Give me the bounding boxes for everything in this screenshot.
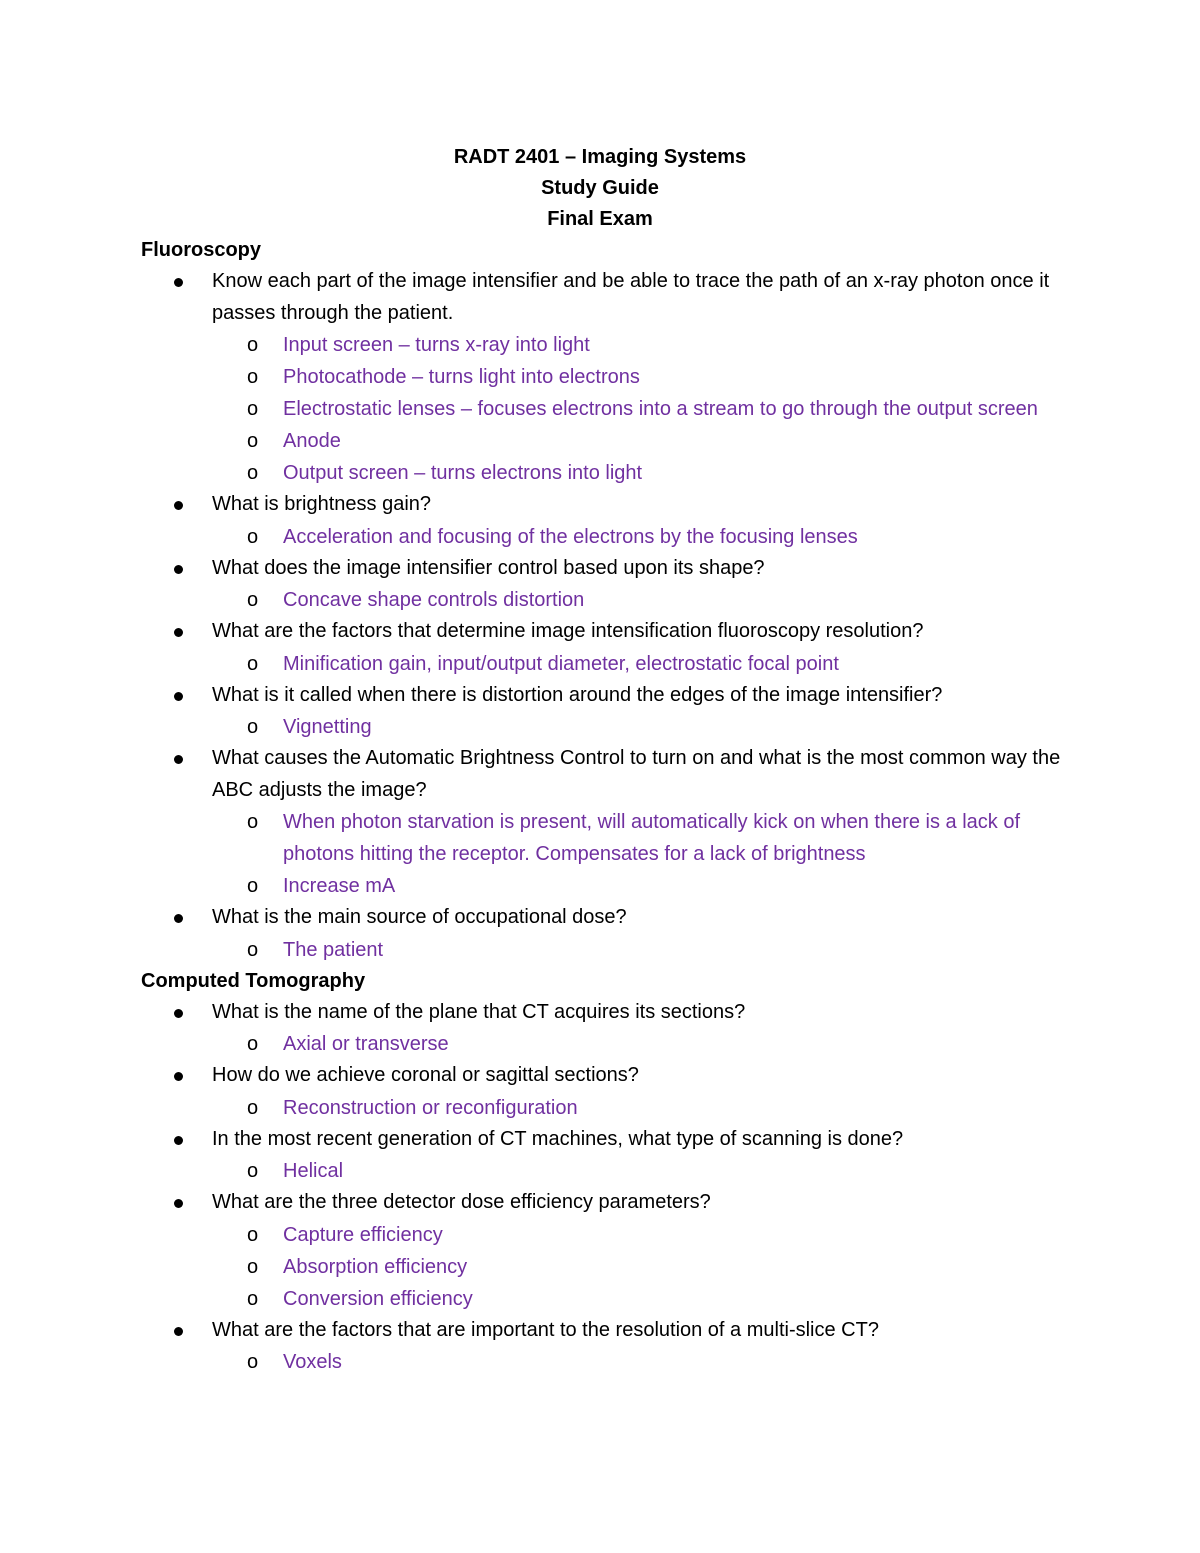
circle-bullet-icon: o — [247, 334, 259, 356]
question-item — [141, 1060, 1061, 1124]
answer-text: Electrostatic lenses – focuses electrons into a stream to go through the output screen — [283, 398, 1038, 420]
circle-bullet-icon: o — [247, 525, 259, 548]
answer-list — [212, 1092, 1061, 1124]
bullet-icon — [174, 565, 183, 574]
question-item — [141, 553, 1061, 617]
question-text: What are the three detector dose efficiency parameters? — [212, 1191, 711, 1213]
answer-text: Anode — [283, 430, 341, 452]
answer-item — [212, 711, 1061, 743]
bullet-icon — [174, 1327, 183, 1336]
question-item — [141, 1315, 1061, 1379]
answer-item — [212, 648, 1061, 680]
answer-item — [212, 425, 1061, 457]
answer-text: When photon starvation is present, will automatically kick on when there is a lack of photons hitting the receptor. Compensates for a lack of brightness — [283, 811, 1021, 865]
question-item — [141, 902, 1061, 966]
answer-list — [212, 1155, 1061, 1187]
answer-item — [212, 870, 1061, 902]
bullet-icon — [174, 1136, 183, 1145]
question-text: What is it called when there is distortion around the edges of the image intensifier? — [212, 683, 943, 706]
bullet-icon — [174, 1072, 183, 1081]
answer-text: Absorption efficiency — [283, 1255, 468, 1278]
answer-text: Input screen – turns x-ray into light — [283, 334, 590, 356]
circle-bullet-icon: o — [247, 366, 259, 388]
answer-item — [212, 934, 1061, 966]
question-text: What does the image intensifier control based upon its shape? — [212, 556, 765, 579]
answer-list — [212, 934, 1061, 966]
guide-title: Study Guide — [541, 177, 659, 199]
answer-item — [212, 1251, 1061, 1283]
circle-bullet-icon: o — [247, 1096, 259, 1119]
answer-item — [212, 1155, 1061, 1187]
circle-bullet-icon: o — [247, 938, 259, 961]
answer-item — [212, 329, 1061, 361]
exam-title: Final Exam — [547, 208, 653, 230]
answer-list — [212, 1219, 1061, 1315]
circle-bullet-icon: o — [247, 716, 259, 738]
question-item — [141, 680, 1061, 744]
answer-text: Reconstruction or reconfiguration — [283, 1096, 578, 1119]
answer-text: Minification gain, input/output diameter, electrostatic focal point — [283, 652, 839, 675]
answer-item — [212, 361, 1061, 393]
answer-list — [212, 521, 1061, 553]
circle-bullet-icon: o — [247, 652, 259, 675]
answer-text: Photocathode – turns light into electrons — [283, 366, 640, 388]
circle-bullet-icon: o — [247, 1255, 259, 1278]
section-title: Fluoroscopy — [141, 239, 262, 261]
answer-text: Conversion efficiency — [283, 1287, 473, 1310]
question-item — [141, 1124, 1061, 1188]
question-item — [141, 997, 1061, 1061]
bullet-icon — [174, 628, 183, 637]
answer-item — [212, 457, 1061, 489]
answer-item — [212, 1346, 1061, 1378]
question-item — [141, 743, 1061, 902]
question-text: What are the factors that determine image intensification fluoroscopy resolution? — [212, 620, 924, 642]
answer-item — [212, 393, 1061, 425]
answer-item — [212, 1219, 1061, 1251]
circle-bullet-icon: o — [247, 811, 259, 833]
answer-text: The patient — [283, 938, 384, 961]
answer-item — [212, 1028, 1061, 1060]
document-header — [0, 142, 1200, 235]
question-text: What causes the Automatic Brightness Control to turn on and what is the most common way the ABC adjusts the image? — [212, 747, 1061, 801]
question-text: What are the factors that are important to the resolution of a multi-slice CT? — [212, 1318, 879, 1341]
question-list — [141, 997, 1061, 1379]
answer-text: Voxels — [283, 1351, 342, 1373]
section-fluoroscopy — [141, 235, 1061, 966]
bullet-icon — [174, 914, 183, 923]
answer-list — [212, 1028, 1061, 1060]
section-title: Computed Tomography — [141, 969, 366, 992]
circle-bullet-icon: o — [247, 462, 259, 484]
answer-text: Helical — [283, 1160, 344, 1182]
bullet-icon — [174, 755, 183, 764]
circle-bullet-icon: o — [247, 1033, 259, 1055]
answer-list — [212, 648, 1061, 680]
circle-bullet-icon: o — [247, 398, 259, 420]
answer-list — [212, 329, 1061, 489]
question-text: In the most recent generation of CT machines, what type of scanning is done? — [212, 1127, 904, 1150]
answer-text: Capture efficiency — [283, 1223, 443, 1246]
circle-bullet-icon: o — [247, 1351, 259, 1373]
circle-bullet-icon: o — [247, 430, 259, 452]
answer-item — [212, 521, 1061, 553]
question-text: What is the name of the plane that CT acquires its sections? — [212, 1000, 746, 1023]
question-text: What is the main source of occupational dose? — [212, 906, 627, 928]
answer-text: Axial or transverse — [283, 1033, 449, 1055]
answer-text: Output screen – turns electrons into light — [283, 462, 643, 484]
question-item — [141, 1187, 1061, 1315]
question-item — [141, 489, 1061, 553]
bullet-icon — [174, 278, 183, 287]
circle-bullet-icon: o — [247, 1160, 259, 1182]
answer-text: Increase mA — [283, 875, 396, 897]
question-text: How do we achieve coronal or sagittal sections? — [212, 1064, 639, 1086]
answer-item — [212, 1092, 1061, 1124]
answer-item — [212, 1283, 1061, 1315]
section-computed-tomography — [141, 966, 1061, 1379]
circle-bullet-icon: o — [247, 875, 259, 897]
bullet-icon — [174, 692, 183, 701]
answer-list — [212, 584, 1061, 616]
question-item — [141, 266, 1061, 489]
answer-text: Vignetting — [283, 716, 372, 738]
question-item — [141, 616, 1061, 680]
question-list — [141, 266, 1061, 966]
bullet-icon — [174, 1199, 183, 1208]
circle-bullet-icon: o — [247, 589, 259, 611]
answer-item — [212, 806, 1061, 870]
bullet-icon — [174, 501, 183, 510]
answer-list — [212, 1346, 1061, 1378]
question-text: What is brightness gain? — [212, 493, 432, 515]
answer-item — [212, 584, 1061, 616]
circle-bullet-icon: o — [247, 1223, 259, 1246]
course-title: RADT 2401 – Imaging Systems — [453, 146, 747, 168]
answer-list — [212, 806, 1061, 902]
bullet-icon — [174, 1009, 183, 1018]
circle-bullet-icon: o — [247, 1287, 259, 1310]
answer-text: Acceleration and focusing of the electrons by the focusing lenses — [283, 525, 858, 548]
answer-text: Concave shape controls distortion — [283, 589, 585, 611]
question-text: Know each part of the image intensifier and be able to trace the path of an x-ray photon once it passes through the patient. — [212, 270, 1050, 324]
answer-list — [212, 711, 1061, 743]
document-body — [141, 235, 1061, 1378]
